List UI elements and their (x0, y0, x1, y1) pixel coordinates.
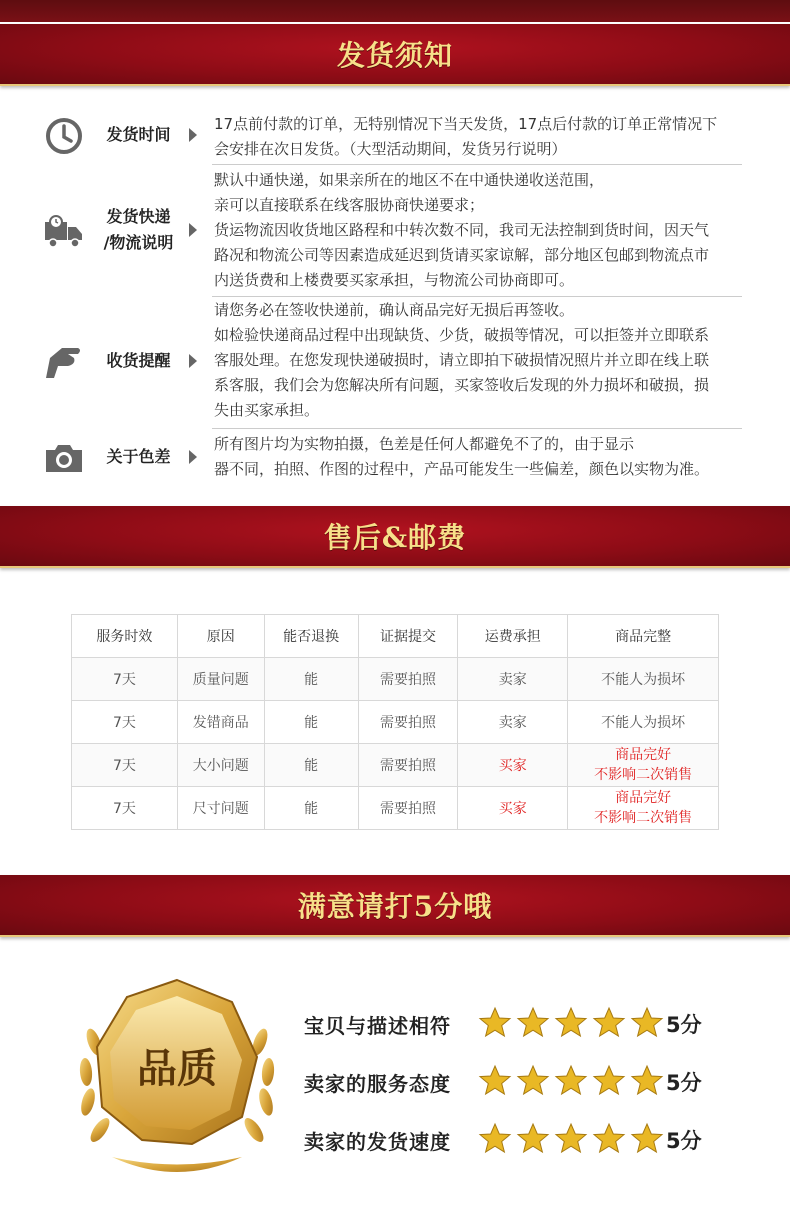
star-icon (554, 1064, 588, 1098)
star-icon (554, 1122, 588, 1156)
notice-line: 内送货费和上楼费要买家承担，与物流公司协商即可。 (214, 271, 575, 289)
table-cell: 尺寸问题 (177, 787, 264, 830)
table-row (72, 744, 719, 787)
rating-title: 满意请打5分哦 (297, 890, 493, 923)
table-cell: 卖家 (458, 701, 568, 744)
rating-score: 5分 (666, 1129, 702, 1153)
notice-line: 如检验快递商品过程中出现缺货、少货，破损等情况，可以拒签并立即联系 (214, 326, 710, 344)
table-cell: 需要拍照 (358, 787, 458, 830)
notice-label (96, 204, 181, 256)
star-icon (592, 1064, 626, 1098)
rating-row (304, 1004, 724, 1044)
table-cell: 需要拍照 (358, 744, 458, 787)
rating-label: 宝贝与描述相符 (304, 1014, 451, 1038)
table-cell: 能 (264, 744, 358, 787)
notice-description (214, 112, 764, 162)
rating-row (304, 1062, 724, 1102)
star-icon (478, 1064, 512, 1098)
notice-line: 系客服，我们会为您解决所有问题，买家签收后发现的外力损坏和破损，损 (214, 376, 710, 394)
star-icon (630, 1006, 664, 1040)
table-cell: 卖家 (458, 658, 568, 701)
shipping-notice-title: 发货须知 (336, 39, 453, 72)
aftersale-table (71, 614, 719, 830)
column-header: 原因 (177, 615, 264, 658)
notice-shipping-time (0, 110, 790, 166)
table-cell-line: 商品完好 (615, 790, 672, 806)
notice-line: 路况和物流公司等因素造成延迟到货请买家谅解，部分地区包邮到物流点市 (214, 246, 710, 264)
quality-medal-icon (72, 972, 282, 1187)
star-icon (516, 1122, 550, 1156)
notice-line: 货运物流因收货地区路程和中转次数不同，我司无法控制到货时间，因天气 (214, 221, 710, 239)
table-cell: 买家 (458, 744, 568, 787)
table-cell: 需要拍照 (358, 701, 458, 744)
arrow-right-icon (189, 450, 197, 464)
notice-line: 失由买家承担。 (214, 401, 320, 419)
table-cell: 能 (264, 787, 358, 830)
notice-label-line: 发货快递 (106, 207, 171, 226)
truck-icon (44, 212, 84, 252)
star-icon (592, 1122, 626, 1156)
rating-row (304, 1120, 724, 1160)
divider (212, 164, 742, 165)
table-cell: 质量问题 (177, 658, 264, 701)
rating-label: 卖家的发货速度 (304, 1130, 451, 1154)
camera-icon (44, 438, 84, 478)
notice-description (214, 298, 764, 423)
rating-stars (478, 1006, 664, 1040)
notice-line: 亲可以直接联系在线客服协商快递要求； (214, 196, 485, 214)
arrow-right-icon (189, 128, 197, 142)
arrow-right-icon (189, 223, 197, 237)
table-cell: 能 (264, 658, 358, 701)
table-cell-line: 不影响二次销售 (594, 767, 693, 783)
table-row (72, 658, 719, 701)
star-icon (630, 1064, 664, 1098)
notice-line: 所有图片均为实物拍摄，色差是任何人都避免不了的，由于显示 (214, 435, 635, 453)
star-icon (630, 1122, 664, 1156)
notice-line: 默认中通快递，如果亲所在的地区不在中通快递收送范围， (214, 171, 605, 189)
notice-receipt-reminder (0, 298, 790, 428)
table-cell-line: 商品完好 (615, 747, 672, 763)
table-cell: 买家 (458, 787, 568, 830)
notice-line: 会安排在次日发货。（大型活动期间，发货另行说明） (214, 140, 567, 158)
notice-description (214, 432, 764, 482)
star-icon (554, 1006, 588, 1040)
rating-stars (478, 1064, 664, 1098)
clock-icon (44, 116, 84, 156)
rating-label: 卖家的服务态度 (304, 1072, 451, 1096)
aftersale-banner (0, 506, 790, 568)
rating-banner (0, 875, 790, 937)
table-cell (568, 787, 719, 830)
notice-courier-logistics (0, 166, 790, 296)
notice-line: 17点前付款的订单，无特别情况下当天发货，17点后付款的订单正常情况下 (214, 115, 718, 133)
notice-line: 器不同，拍照、作图的过程中，产品可能发生一些偏差，颜色以实物为准。 (214, 460, 710, 478)
star-icon (516, 1006, 550, 1040)
column-header: 服务时效 (72, 615, 178, 658)
table-cell: 能 (264, 701, 358, 744)
table-cell: 7天 (72, 658, 178, 701)
column-header: 证据提交 (358, 615, 458, 658)
table-cell: 不能人为损坏 (568, 701, 719, 744)
column-header: 运费承担 (458, 615, 568, 658)
notice-description (214, 168, 764, 293)
table-cell: 不能人为损坏 (568, 658, 719, 701)
table-cell: 7天 (72, 701, 178, 744)
divider (212, 296, 742, 297)
star-icon (478, 1006, 512, 1040)
star-icon (478, 1122, 512, 1156)
star-icon (516, 1064, 550, 1098)
notice-line: 客服处理。在您发现快递破损时，请立即拍下破损情况照片并立即在线上联 (214, 351, 710, 369)
shipping-notice-banner (0, 24, 790, 86)
arrow-right-icon (189, 354, 197, 368)
notice-label: 发货时间 (106, 125, 171, 144)
table-row (72, 701, 719, 744)
medal-text: 品质 (137, 1046, 217, 1092)
column-header: 能否退换 (264, 615, 358, 658)
hand-icon (44, 342, 84, 382)
top-strip (0, 0, 790, 22)
rating-score: 5分 (666, 1013, 702, 1037)
table-cell-line: 不影响二次销售 (594, 810, 693, 826)
notice-label-line: /物流说明 (103, 233, 174, 252)
aftersale-title: 售后&邮费 (323, 521, 467, 554)
table-cell: 7天 (72, 787, 178, 830)
table-row (72, 787, 719, 830)
divider (212, 428, 742, 429)
notice-label: 关于色差 (106, 447, 171, 466)
rating-stars (478, 1122, 664, 1156)
table-cell (568, 744, 719, 787)
notice-color-difference (0, 430, 790, 490)
table-header-row (72, 615, 719, 658)
notice-label: 收货提醒 (106, 351, 171, 370)
table-cell: 需要拍照 (358, 658, 458, 701)
rating-score: 5分 (666, 1071, 702, 1095)
table-cell: 7天 (72, 744, 178, 787)
notice-line: 请您务必在签收快递前，确认商品完好无损后再签收。 (214, 301, 575, 319)
table-cell: 大小问题 (177, 744, 264, 787)
table-cell: 发错商品 (177, 701, 264, 744)
column-header: 商品完整 (568, 615, 719, 658)
star-icon (592, 1006, 626, 1040)
